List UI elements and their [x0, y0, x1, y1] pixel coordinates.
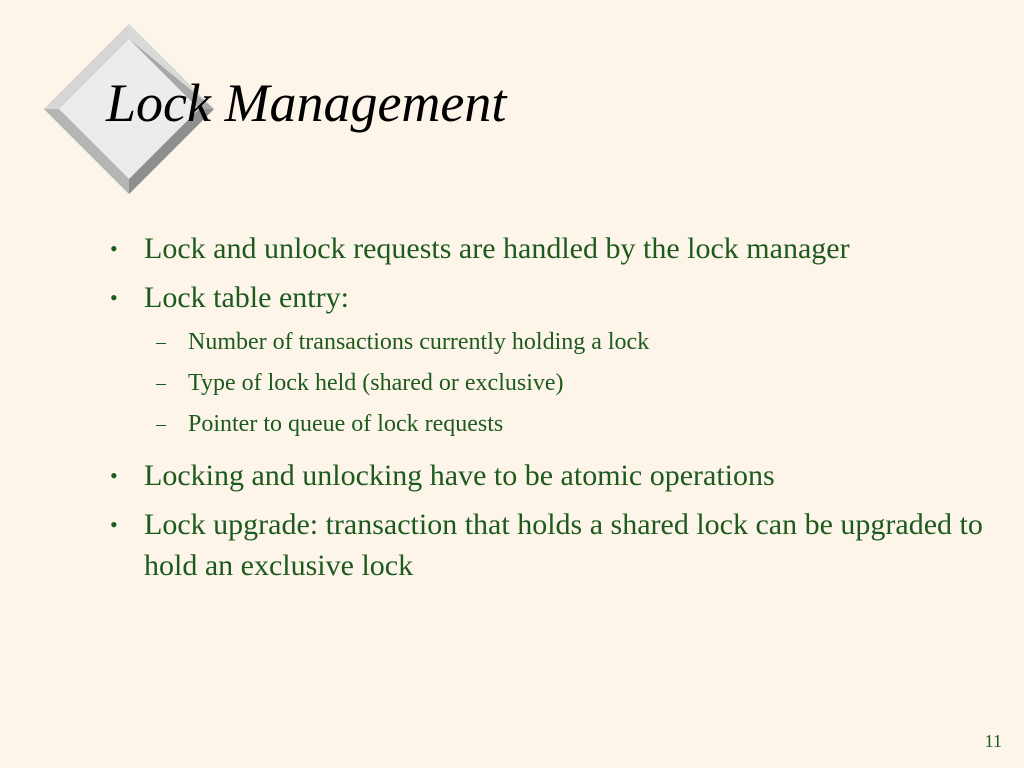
- sub-bullet-marker: –: [156, 372, 166, 394]
- bullet-marker: •: [110, 236, 118, 261]
- bullet-marker: •: [110, 285, 118, 310]
- bullet-text: Lock and unlock requests are handled by the lock manager: [144, 232, 850, 265]
- bullet-text: Lock table entry:: [144, 281, 349, 314]
- bullet-item: [106, 228, 986, 269]
- bullet-list: [106, 228, 986, 594]
- sub-bullet-marker: –: [156, 331, 166, 353]
- sub-bullet-marker: –: [156, 413, 166, 435]
- bullet-item: [106, 455, 986, 496]
- page-number: 11: [984, 731, 1002, 751]
- sub-bullet-item: [144, 404, 986, 445]
- slide-title: Lock Management: [106, 73, 507, 133]
- sub-bullet-item: [144, 363, 986, 404]
- bullet-text: Lock upgrade: transaction that holds a shared lock can be upgraded to hold an exclusive lock: [144, 508, 983, 582]
- bullet-text: Locking and unlocking have to be atomic operations: [144, 459, 775, 492]
- bullet-marker: •: [110, 463, 118, 488]
- sub-bullet-list: [144, 322, 986, 445]
- bullet-item: [106, 504, 986, 586]
- sub-bullet-text: Pointer to queue of lock requests: [188, 411, 504, 437]
- sub-bullet-text: Type of lock held (shared or exclusive): [188, 370, 564, 396]
- sub-bullet-item: [144, 322, 986, 363]
- bullet-marker: •: [110, 512, 118, 537]
- sub-bullet-text: Number of transactions currently holding a lock: [188, 329, 650, 355]
- bullet-item: [106, 277, 986, 445]
